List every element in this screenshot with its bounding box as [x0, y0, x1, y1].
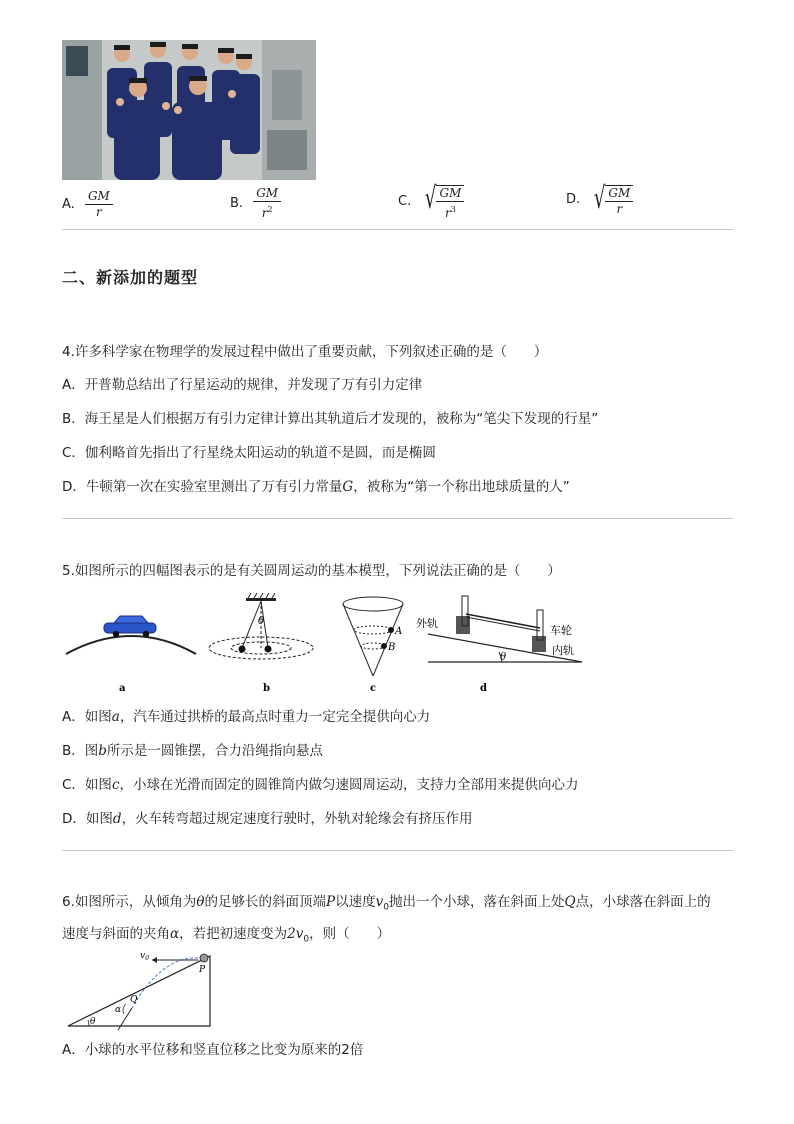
- q4-d-text-2: ，被称为“第一个称出地球质量的人”: [353, 479, 570, 495]
- q3-option-a-label: A.: [62, 197, 75, 212]
- fig-c-cone: [343, 597, 403, 676]
- fig-d-outer-rail: 外轨: [416, 617, 438, 630]
- q6-fig-v0: $v_0$: [140, 951, 149, 962]
- q6-fig-alpha: α: [115, 1005, 122, 1015]
- q5-stem: 5.如图所示的四幅图表示的是有关圆周运动的基本模型，下列说法正确的是（ ）: [62, 563, 561, 579]
- q6-text: 6.如图所示，从倾角为: [62, 894, 197, 910]
- q5-c-text-2: ，小球在光滑而固定的圆锥筒内做匀速圆周运动，支持力全部用来提供向心力: [119, 777, 579, 793]
- fig-b-theta: θ: [258, 616, 265, 627]
- fig-d-wheel: 车轮: [550, 624, 572, 637]
- q3-option-c: [398, 182, 464, 221]
- q5-option-a: [62, 707, 430, 727]
- q6-text: ，则（ ）: [309, 926, 391, 942]
- q3-b-num: GM: [253, 186, 281, 202]
- q5-figure: [62, 590, 592, 698]
- fig-label-a: a: [119, 683, 126, 694]
- q6-text: 的足够长的斜面顶端: [204, 894, 327, 910]
- q6-point-q: Q: [564, 894, 576, 910]
- q4-option-a: A．开普勒总结出了行星运动的规律，并发现了万有引力定律: [62, 377, 423, 393]
- q3-option-b: [230, 186, 281, 221]
- q5-c-var: c: [111, 777, 120, 793]
- fig-d-theta: θ: [500, 652, 507, 663]
- q5-a-text-2: ，汽车通过拱桥的最高点时重力一定完全提供向心力: [119, 709, 431, 725]
- q3-option-a-formula: [85, 189, 113, 220]
- q5-b-text: B．图: [62, 743, 99, 759]
- q6-text: 点，小球落在斜面上的: [575, 894, 711, 910]
- q4-d-var: G: [342, 479, 354, 495]
- fig-label-b: b: [263, 683, 270, 694]
- q4-option-c: C．伽利略首先指出了行星绕太阳运动的轨道不是圆，而是椭圆: [62, 445, 436, 461]
- q6-alpha: α: [170, 926, 180, 942]
- q5-option-d: [62, 809, 473, 829]
- q3-option-a: [62, 189, 113, 220]
- q6-option-a: A．小球的水平位移和竖直位移之比变为原来的2倍: [62, 1042, 364, 1058]
- section-title: 二、新添加的题型: [62, 268, 199, 287]
- q6-theta: θ: [196, 894, 205, 910]
- astronauts-photo-art: [62, 40, 316, 180]
- q6-stem-line2: [62, 924, 390, 950]
- sqrt-sign: √: [425, 181, 437, 216]
- q3-option-b-formula: [253, 186, 281, 221]
- q5-d-text: D．如图: [62, 811, 113, 827]
- q6-stem-line1: [62, 892, 711, 918]
- q5-option-b: [62, 741, 323, 761]
- q6-figure-svg: [62, 948, 222, 1030]
- q6-fig-theta: θ: [90, 1017, 96, 1027]
- q4-d-text: D．牛顿第一次在实验室里测出了万有引力常量: [62, 479, 343, 495]
- q5-b-var: b: [98, 743, 107, 759]
- q3-option-d-label: D.: [566, 192, 581, 207]
- q6-figure: [62, 948, 222, 1030]
- q3-option-d: [566, 182, 633, 217]
- q6-text: ，若把初速度变为: [179, 926, 288, 942]
- q5-figure-svg: [62, 590, 592, 698]
- fig-label-d: d: [480, 683, 487, 694]
- q3-option-c-label: C.: [398, 194, 412, 209]
- q6-v-sub: 0: [383, 902, 389, 913]
- q5-a-var: a: [111, 709, 120, 725]
- fig-c-label-A: A: [395, 626, 403, 637]
- fig-d-inner-rail: 内轨: [552, 644, 574, 657]
- q5-c-text: C．如图: [62, 777, 112, 793]
- q3-d-den: r: [616, 202, 623, 216]
- q6-text: 速度与斜面的夹角: [62, 926, 170, 942]
- sqrt-sign: √: [594, 181, 606, 216]
- q5-option-c: [62, 775, 579, 795]
- fig-c-label-B: B: [388, 642, 396, 653]
- fig-a-arch-bridge: [66, 616, 196, 654]
- q3-b-exp: 2: [267, 205, 273, 214]
- q3-option-b-label: B.: [230, 196, 244, 211]
- q5-d-text-2: ，火车转弯超过规定速度行驶时，外轨对轮缘会有挤压作用: [121, 811, 473, 827]
- q3-c-den: r: [445, 206, 451, 220]
- q5-a-text: A．如图: [62, 709, 112, 725]
- divider: [62, 229, 733, 230]
- astronauts-photo: [62, 40, 316, 180]
- q3-c-exp: 3: [450, 205, 456, 214]
- divider: [62, 518, 733, 519]
- q6-v: v: [375, 894, 384, 910]
- q6-2v-sub: 0: [303, 934, 310, 945]
- q3-option-d-formula: [590, 182, 633, 217]
- q3-a-den: r: [96, 205, 102, 219]
- q4-option-b: B．海王星是人们根据万有引力定律计算出其轨道后才发现的，被称为“笔尖下发现的行星”: [62, 411, 599, 427]
- q3-a-num: GM: [85, 189, 113, 205]
- q3-option-c-formula: [421, 182, 464, 221]
- q6-fig-q: Q: [130, 995, 138, 1005]
- q4-stem: 4.许多科学家在物理学的发展过程中做出了重要贡献，下列叙述正确的是（ ）: [62, 344, 548, 360]
- divider: [62, 850, 733, 851]
- q3-d-num: GM: [605, 186, 633, 202]
- q6-point-p: P: [326, 894, 336, 910]
- q6-text: 以速度: [335, 894, 376, 910]
- q5-d-var: d: [112, 811, 122, 827]
- q6-2v: 2v: [287, 926, 304, 942]
- q5-b-text-2: 所示是一圆锥摆，合力沿绳指向悬点: [106, 743, 323, 759]
- q6-text: 抛出一个小球，落在斜面上处: [389, 894, 565, 910]
- q3-b-den: r: [261, 206, 268, 220]
- q4-option-d: [62, 477, 570, 497]
- q3-c-num: GM: [436, 186, 464, 202]
- q6-fig-p: P: [199, 965, 206, 975]
- fig-label-c: c: [370, 683, 377, 694]
